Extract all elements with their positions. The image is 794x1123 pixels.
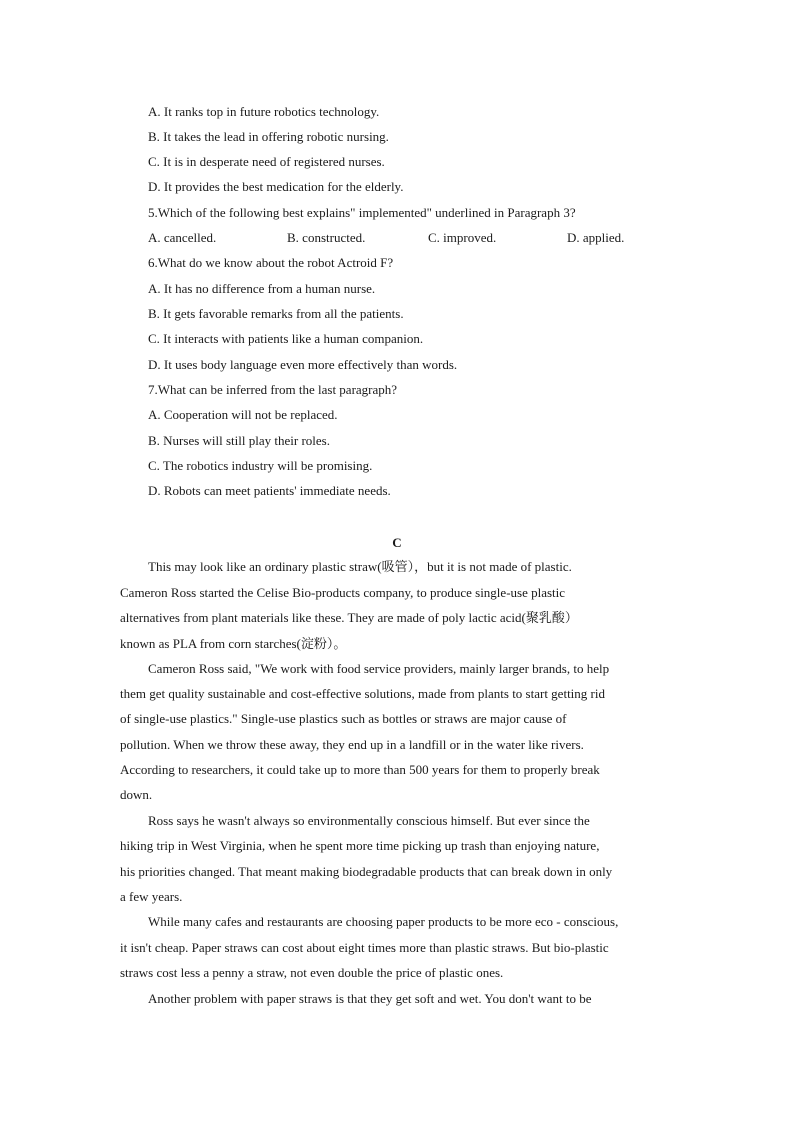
q7-option-a: A. Cooperation will not be replaced. [148, 407, 338, 422]
q4-option-a: A. It ranks top in future robotics technology. [148, 104, 380, 119]
q7-stem: 7.What can be inferred from the last paragraph? [148, 382, 398, 397]
passage-line: Cameron Ross started the Celise Bio-products company, to produce single-use plastic [120, 585, 566, 600]
passage-line: This may look like an ordinary plastic straw(吸管），but it is not made of plastic. [148, 559, 572, 574]
q4-option-c: C. It is in desperate need of registered nurses. [148, 154, 385, 169]
q7-option-c: C. The robotics industry will be promising. [148, 458, 373, 473]
q5-option-c: C. improved. [428, 230, 497, 245]
passage-line: While many cafes and restaurants are choosing paper products to be more eco - conscious, [148, 914, 619, 929]
passage-line: Cameron Ross said, "We work with food service providers, mainly larger brands, to help [148, 661, 610, 676]
passage-heading: C [392, 535, 402, 550]
passage-line: known as PLA from corn starches(淀粉）。 [120, 636, 347, 651]
passage-line: hiking trip in West Virginia, when he spent more time picking up trash than enjoying nature, [120, 838, 600, 853]
passage-line: According to researchers, it could take up to more than 500 years for them to properly break [120, 762, 600, 777]
passage-line: straws cost less a penny a straw, not even double the price of plastic ones. [120, 965, 504, 980]
passage-line: Ross says he wasn't always so environmentally conscious himself. But ever since the [148, 813, 590, 828]
q5-stem: 5.Which of the following best explains" implemented" underlined in Paragraph 3? [148, 205, 576, 220]
q6-option-b: B. It gets favorable remarks from all the patients. [148, 306, 404, 321]
q5-option-a: A. cancelled. [148, 230, 217, 245]
passage-line: a few years. [120, 889, 183, 904]
q6-option-a: A. It has no difference from a human nurse. [148, 281, 376, 296]
passage-line: of single-use plastics." Single-use plastics such as bottles or straws are major cause of [120, 711, 567, 726]
q4-option-b: B. It takes the lead in offering robotic nursing. [148, 129, 389, 144]
passage-line: his priorities changed. That meant making biodegradable products that can break down in only [120, 864, 613, 879]
q7-option-b: B. Nurses will still play their roles. [148, 433, 330, 448]
q5-option-d: D. applied. [567, 230, 625, 245]
q4-option-d: D. It provides the best medication for the elderly. [148, 179, 404, 194]
q7-option-d: D. Robots can meet patients' immediate needs. [148, 483, 391, 498]
q5-option-b: B. constructed. [287, 230, 366, 245]
passage-line: Another problem with paper straws is that they get soft and wet. You don't want to be [148, 991, 592, 1006]
passage-line: pollution. When we throw these away, they end up in a landfill or in the water like rivers. [120, 737, 584, 752]
passage-line: alternatives from plant materials like these. They are made of poly lactic acid(聚乳酸） [120, 610, 578, 625]
passage-line: it isn't cheap. Paper straws can cost about eight times more than plastic straws. But bio-plastic [120, 940, 609, 955]
passage-line: them get quality sustainable and cost-effective solutions, made from plants to start getting rid [120, 686, 605, 701]
q6-stem: 6.What do we know about the robot Actroid F? [148, 255, 394, 270]
q6-option-d: D. It uses body language even more effectively than words. [148, 357, 458, 372]
passage-line: down. [120, 787, 153, 802]
q6-option-c: C. It interacts with patients like a human companion. [148, 331, 424, 346]
